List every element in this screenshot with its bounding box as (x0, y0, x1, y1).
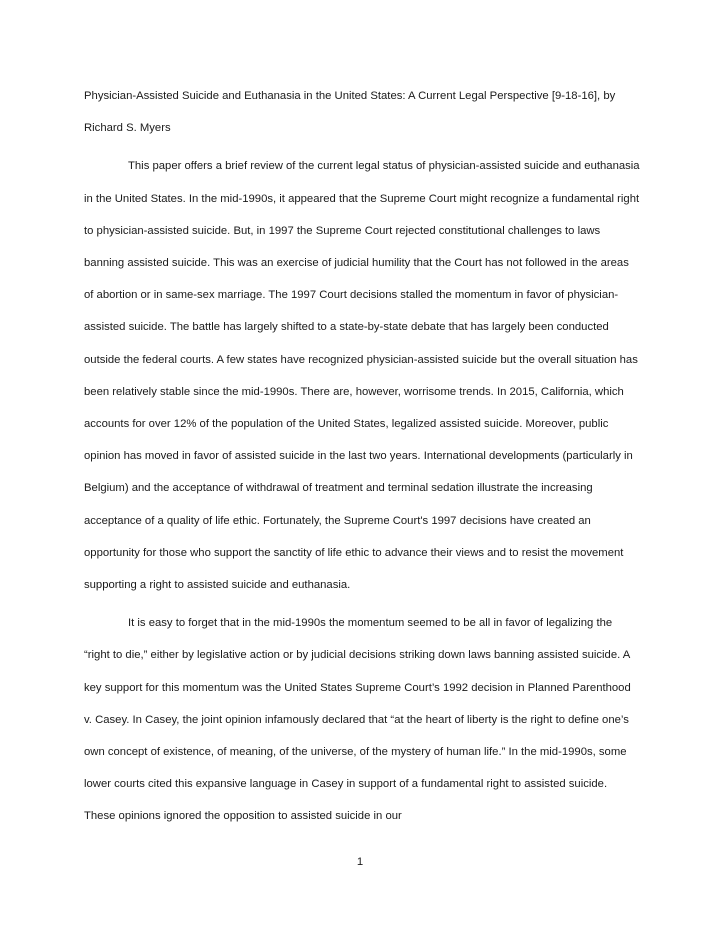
document-title: Physician-Assisted Suicide and Euthanasia in the United States: A Current Legal Perspective [9-18-16], by Richard S. Myers (84, 90, 616, 135)
document-body (84, 80, 640, 833)
paragraph-1: This paper offers a brief review of the current legal status of physician-assisted suicide and euthanasia in the United States. In the mid-1990s, it appeared that the Supreme Court might recognize a fundamental right to physician-assisted suicide. But, in 1997 the Supreme Court rejected constitutional challenges to laws banning assisted suicide. This was an exercise of judicial humility that the Court has not followed in the areas of abortion or in same-sex marriage. The 1997 Court decisions stalled the momentum in favor of physician-assisted suicide. The battle has largely shifted to a state-by-state debate that has largely been conducted outside the federal courts. A few states have recognized physician-assisted suicide but the overall situation has been relatively stable since the mid-1990s. There are, however, worrisome trends. In 2015, California, which accounts for over 12% of the population of the United States, legalized assisted suicide. Moreover, public opinion has moved in favor of assisted suicide in the last two years. International developments (particularly in Belgium) and the acceptance of withdrawal of treatment and terminal sedation illustrate the increasing acceptance of a quality of life ethic. Fortunately, the Supreme Court's 1997 decisions have created an opportunity for those who support the sanctity of life ethic to advance their views and to resist the movement supporting a right to assisted suicide and euthanasia. (84, 160, 640, 592)
paragraph-2: It is easy to forget that in the mid-1990s the momentum seemed to be all in favor of legalizing the “right to die,” either by legislative action or by judicial decisions striking down laws banning assisted suicide. A key support for this momentum was the United States Supreme Court’s 1992 decision in Planned Parenthood v. Casey. In Casey, the joint opinion infamously declared that “at the heart of liberty is the right to define one’s own concept of existence, of meaning, of the universe, of the mystery of human life.” In the mid-1990s, some lower courts cited this expansive language in Casey in support of a fundamental right to assisted suicide. These opinions ignored the opposition to assisted suicide in our (84, 617, 631, 823)
page-number: 1 (356, 856, 364, 868)
